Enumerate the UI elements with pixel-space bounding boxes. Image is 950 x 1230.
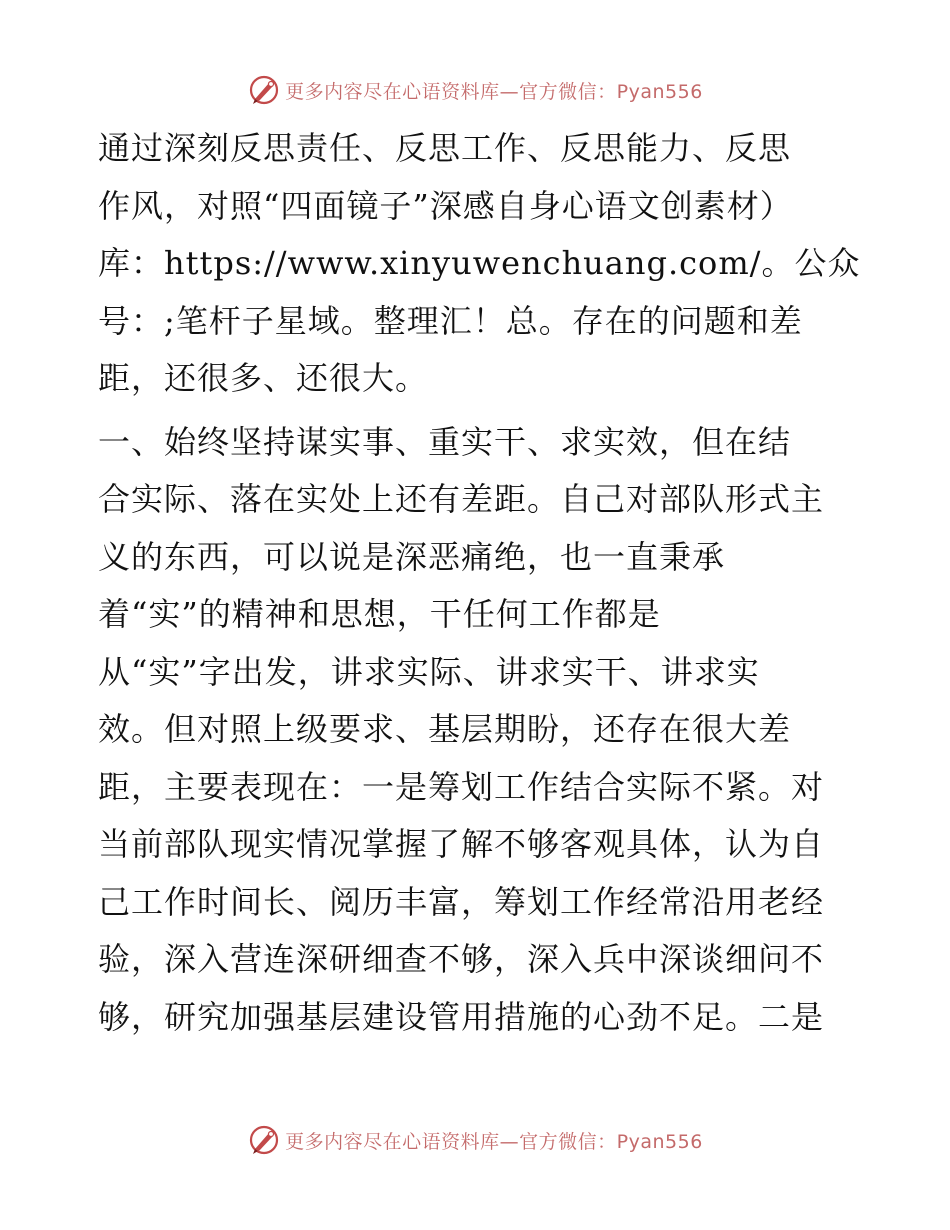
text-line: 作风，对照“四面镜子”深感自身心语文创素材）: [98, 186, 793, 225]
document-body: [98, 120, 861, 1046]
text-line: 着“实”的精神和思想，干任何工作都是: [98, 595, 661, 633]
text-line: 合实际、落在实处上还有差距。自己对部队形式主: [98, 480, 825, 518]
text-line: 效。但对照上级要求、基层期盼，还存在很大差: [98, 710, 792, 748]
text-line: 距，主要表现在：一是筹划工作结合实际不紧。对: [98, 767, 825, 806]
text-line: 库：https://www.xinyuwenchuang.com/。公众: [98, 244, 861, 282]
text-line: 号：;笔杆子星域。整理汇！总。存在的问题和差: [98, 301, 803, 340]
pen-logo-icon: [247, 1123, 281, 1157]
text-line: 距，还很多、还很大。: [98, 359, 429, 397]
footer-banner-text: 更多内容尽在心语资料库—官方微信：Pyan556: [285, 1130, 703, 1153]
text-line: 义的东西，可以说是深恶痛绝，也一直秉承: [98, 537, 726, 576]
text-line: 通过深刻反思责任、反思工作、反思能力、反思: [98, 129, 792, 167]
text-line: 一、始终坚持谋实事、重实干、求实效，但在结: [98, 422, 792, 461]
text-line: 验，深入营连深研细查不够，深入兵中深谈细问不: [98, 940, 825, 978]
text-line: 够，研究加强基层建设管用措施的心劲不足。二是: [98, 997, 825, 1036]
header-banner-text: 更多内容尽在心语资料库—官方微信：Pyan556: [285, 80, 703, 103]
footer-banner: [0, 1120, 950, 1160]
text-line: 当前部队现实情况掌握了解不够客观具体，认为自: [98, 825, 825, 863]
text-line: 从“实”字出发，讲求实际、讲求实干、讲求实: [98, 652, 760, 691]
paragraph: [98, 414, 858, 1047]
pen-logo-icon: [247, 73, 281, 107]
paragraph: [98, 120, 861, 408]
text-line: 己工作时间长、阅历丰富，筹划工作经常沿用老经: [98, 882, 825, 921]
header-banner: [0, 70, 950, 110]
